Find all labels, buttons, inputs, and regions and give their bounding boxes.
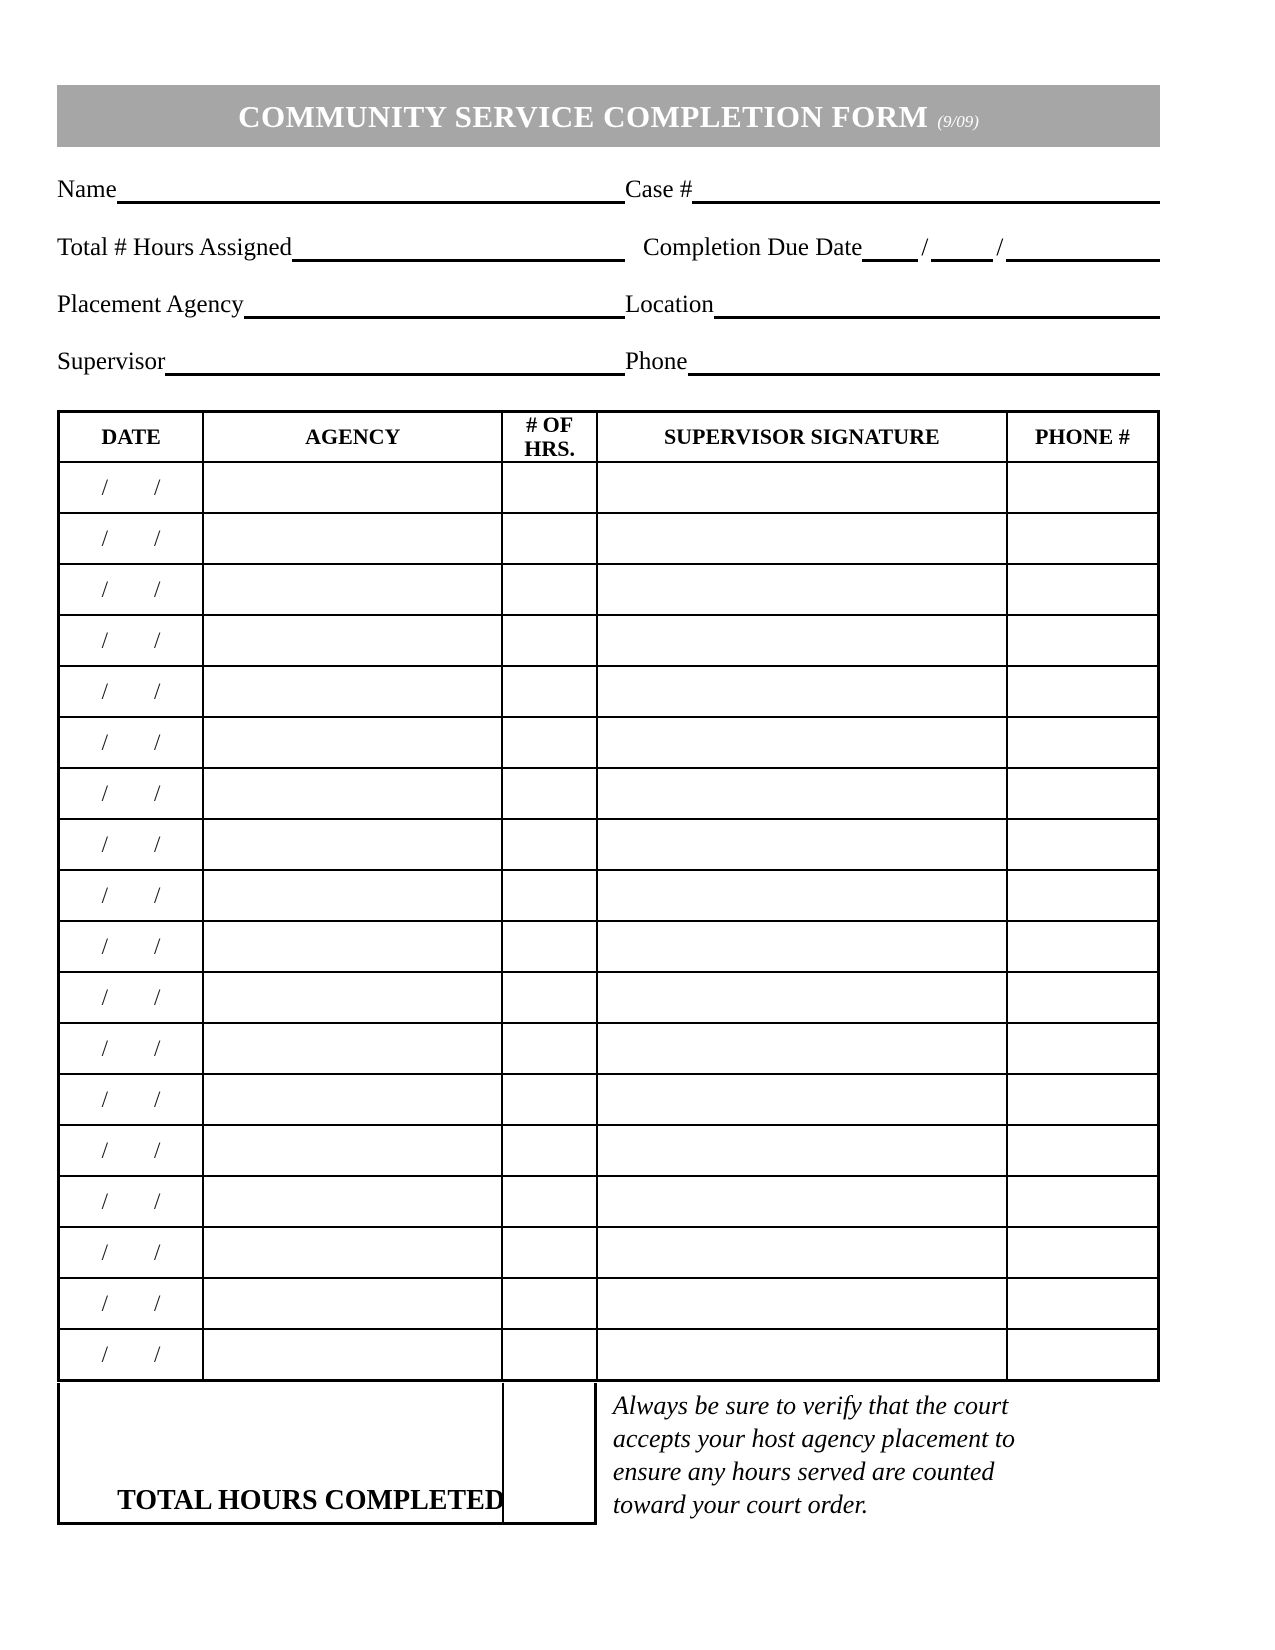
agency-cell[interactable] [203, 819, 502, 870]
signature-cell[interactable] [597, 1074, 1007, 1125]
service-log-table [57, 410, 1160, 1382]
agency-cell[interactable] [203, 1023, 502, 1074]
location-field-group [625, 291, 1160, 319]
date-cell[interactable]: / / [59, 819, 204, 870]
signature-cell[interactable] [597, 1227, 1007, 1278]
note-line: toward your court order. [612, 1490, 869, 1519]
supervisor-field-group [57, 348, 625, 376]
table-row [59, 564, 1159, 615]
due-date-slash-1: / [921, 234, 929, 261]
agency-cell[interactable] [203, 1074, 502, 1125]
note-line: ensure any hours served are counted [612, 1457, 995, 1486]
agency-cell[interactable] [203, 768, 502, 819]
hours-assigned-field-group [57, 234, 625, 262]
due-date-month-line[interactable] [862, 257, 918, 262]
hours-cell[interactable] [502, 870, 597, 921]
hours-cell[interactable] [502, 1227, 597, 1278]
due-date-label: Completion Due Date [643, 234, 863, 261]
court-note [597, 1383, 1160, 1525]
signature-cell[interactable] [597, 666, 1007, 717]
field-row-supervisor-phone [57, 340, 1160, 376]
table-row [59, 972, 1159, 1023]
phone-cell[interactable] [1007, 1227, 1159, 1278]
signature-cell[interactable] [597, 870, 1007, 921]
supervisor-label: Supervisor [57, 348, 166, 375]
signature-cell[interactable] [597, 717, 1007, 768]
table-row [59, 717, 1159, 768]
total-hours-value-cell[interactable] [502, 1383, 597, 1525]
phone-cell[interactable] [1007, 1074, 1159, 1125]
agency-cell[interactable] [203, 564, 502, 615]
table-row [59, 615, 1159, 666]
col-header-agency: AGENCY [203, 412, 502, 463]
signature-cell[interactable] [597, 1278, 1007, 1329]
col-header-signature: SUPERVISOR SIGNATURE [597, 412, 1007, 463]
date-cell[interactable]: / / [59, 1176, 204, 1227]
agency-cell[interactable] [203, 1329, 502, 1381]
phone-field-group [625, 348, 1160, 376]
agency-cell[interactable] [203, 1227, 502, 1278]
phone-cell[interactable] [1007, 564, 1159, 615]
table-row [59, 462, 1159, 513]
signature-cell[interactable] [597, 1023, 1007, 1074]
date-cell[interactable]: / / [59, 1278, 204, 1329]
name-label: Name [57, 176, 117, 203]
table-row [59, 1074, 1159, 1125]
phone-cell[interactable] [1007, 666, 1159, 717]
case-number-label: Case # [625, 176, 693, 203]
field-row-agency-location [57, 283, 1160, 319]
phone-cell[interactable] [1007, 1023, 1159, 1074]
table-row [59, 1176, 1159, 1227]
col-header-date: DATE [59, 412, 204, 463]
date-cell[interactable]: / / [59, 1074, 204, 1125]
table-row [59, 513, 1159, 564]
phone-cell[interactable] [1007, 717, 1159, 768]
hours-cell[interactable] [502, 462, 597, 513]
hours-assigned-label: Total # Hours Assigned [57, 234, 293, 261]
hours-cell[interactable] [502, 1023, 597, 1074]
signature-cell[interactable] [597, 768, 1007, 819]
form-header-bar [57, 85, 1160, 147]
due-date-field-group [625, 234, 1160, 262]
table-header-row [59, 412, 1159, 463]
phone-cell[interactable] [1007, 972, 1159, 1023]
agency-cell[interactable] [203, 1278, 502, 1329]
table-row [59, 1278, 1159, 1329]
date-cell[interactable]: / / [59, 666, 204, 717]
location-input-line[interactable] [714, 314, 1160, 319]
signature-cell[interactable] [597, 819, 1007, 870]
supervisor-input-line[interactable] [165, 371, 625, 376]
table-row [59, 1023, 1159, 1074]
signature-cell[interactable] [597, 1125, 1007, 1176]
field-row-name-case [57, 168, 1160, 204]
total-section [57, 1383, 1160, 1525]
total-hours-label-cell [57, 1383, 505, 1525]
phone-cell[interactable] [1007, 615, 1159, 666]
date-cell[interactable]: / / [59, 462, 204, 513]
name-field-group [57, 176, 625, 204]
phone-cell[interactable] [1007, 1278, 1159, 1329]
date-cell[interactable]: / / [59, 870, 204, 921]
phone-label: Phone [625, 348, 688, 375]
table-row [59, 1329, 1159, 1381]
date-cell[interactable]: / / [59, 615, 204, 666]
phone-input-line[interactable] [688, 371, 1161, 376]
due-date-day-line[interactable] [931, 257, 993, 262]
placement-agency-field-group [57, 291, 625, 319]
table-row [59, 870, 1159, 921]
agency-cell[interactable] [203, 921, 502, 972]
date-cell[interactable]: / / [59, 564, 204, 615]
hours-cell[interactable] [502, 1329, 597, 1381]
field-row-hours-duedate [57, 226, 1160, 262]
phone-cell[interactable] [1007, 768, 1159, 819]
phone-cell[interactable] [1007, 1176, 1159, 1227]
date-cell[interactable]: / / [59, 1023, 204, 1074]
agency-cell[interactable] [203, 666, 502, 717]
signature-cell[interactable] [597, 1329, 1007, 1381]
form-revision: (9/09) [937, 112, 979, 131]
hours-cell[interactable] [502, 666, 597, 717]
hours-cell[interactable] [502, 921, 597, 972]
phone-cell[interactable] [1007, 819, 1159, 870]
hours-cell[interactable] [502, 1125, 597, 1176]
placement-agency-label: Placement Agency [57, 291, 244, 318]
phone-cell[interactable] [1007, 870, 1159, 921]
signature-cell[interactable] [597, 1176, 1007, 1227]
table-row [59, 1227, 1159, 1278]
total-hours-label: TOTAL HOURS COMPLETED [117, 1485, 505, 1516]
phone-cell[interactable] [1007, 1125, 1159, 1176]
agency-cell[interactable] [203, 1125, 502, 1176]
phone-cell[interactable] [1007, 513, 1159, 564]
agency-cell[interactable] [203, 972, 502, 1023]
date-cell[interactable]: / / [59, 768, 204, 819]
signature-cell[interactable] [597, 564, 1007, 615]
date-cell[interactable]: / / [59, 972, 204, 1023]
table-row [59, 1125, 1159, 1176]
due-date-year-line[interactable] [1006, 257, 1160, 262]
agency-cell[interactable] [203, 462, 502, 513]
date-cell[interactable]: / / [59, 513, 204, 564]
agency-cell[interactable] [203, 513, 502, 564]
date-cell[interactable]: / / [59, 1329, 204, 1381]
due-date-slash-2: / [996, 234, 1004, 261]
note-line: accepts your host agency placement to [612, 1424, 1016, 1453]
hours-assigned-input-line[interactable] [292, 257, 625, 262]
signature-cell[interactable] [597, 462, 1007, 513]
hours-cell[interactable] [502, 513, 597, 564]
hours-cell[interactable] [502, 819, 597, 870]
case-number-input-line[interactable] [692, 199, 1160, 204]
col-header-hours: # OF HRS. [502, 412, 597, 463]
col-header-phone: PHONE # [1007, 412, 1159, 463]
table-row [59, 819, 1159, 870]
table-row [59, 768, 1159, 819]
phone-cell[interactable] [1007, 1329, 1159, 1381]
hours-cell[interactable] [502, 564, 597, 615]
agency-cell[interactable] [203, 717, 502, 768]
note-line: Always be sure to verify that the court [612, 1391, 1009, 1420]
signature-cell[interactable] [597, 513, 1007, 564]
hours-cell[interactable] [502, 1278, 597, 1329]
agency-cell[interactable] [203, 615, 502, 666]
location-label: Location [625, 291, 714, 318]
form-header-inner [238, 99, 979, 135]
agency-cell[interactable] [203, 1176, 502, 1227]
hours-cell[interactable] [502, 615, 597, 666]
case-field-group [625, 176, 1160, 204]
table-row [59, 666, 1159, 717]
date-cell[interactable]: / / [59, 1125, 204, 1176]
name-input-line[interactable] [117, 199, 625, 204]
placement-agency-input-line[interactable] [244, 314, 625, 319]
hours-cell[interactable] [502, 1176, 597, 1227]
signature-cell[interactable] [597, 921, 1007, 972]
date-cell[interactable]: / / [59, 1227, 204, 1278]
table-row [59, 921, 1159, 972]
form-title: COMMUNITY SERVICE COMPLETION FORM [238, 99, 929, 134]
date-cell[interactable]: / / [59, 717, 204, 768]
agency-cell[interactable] [203, 870, 502, 921]
hours-cell[interactable] [502, 768, 597, 819]
phone-cell[interactable] [1007, 462, 1159, 513]
date-cell[interactable]: / / [59, 921, 204, 972]
hours-cell[interactable] [502, 972, 597, 1023]
signature-cell[interactable] [597, 972, 1007, 1023]
phone-cell[interactable] [1007, 921, 1159, 972]
hours-cell[interactable] [502, 1074, 597, 1125]
hours-cell[interactable] [502, 717, 597, 768]
signature-cell[interactable] [597, 615, 1007, 666]
